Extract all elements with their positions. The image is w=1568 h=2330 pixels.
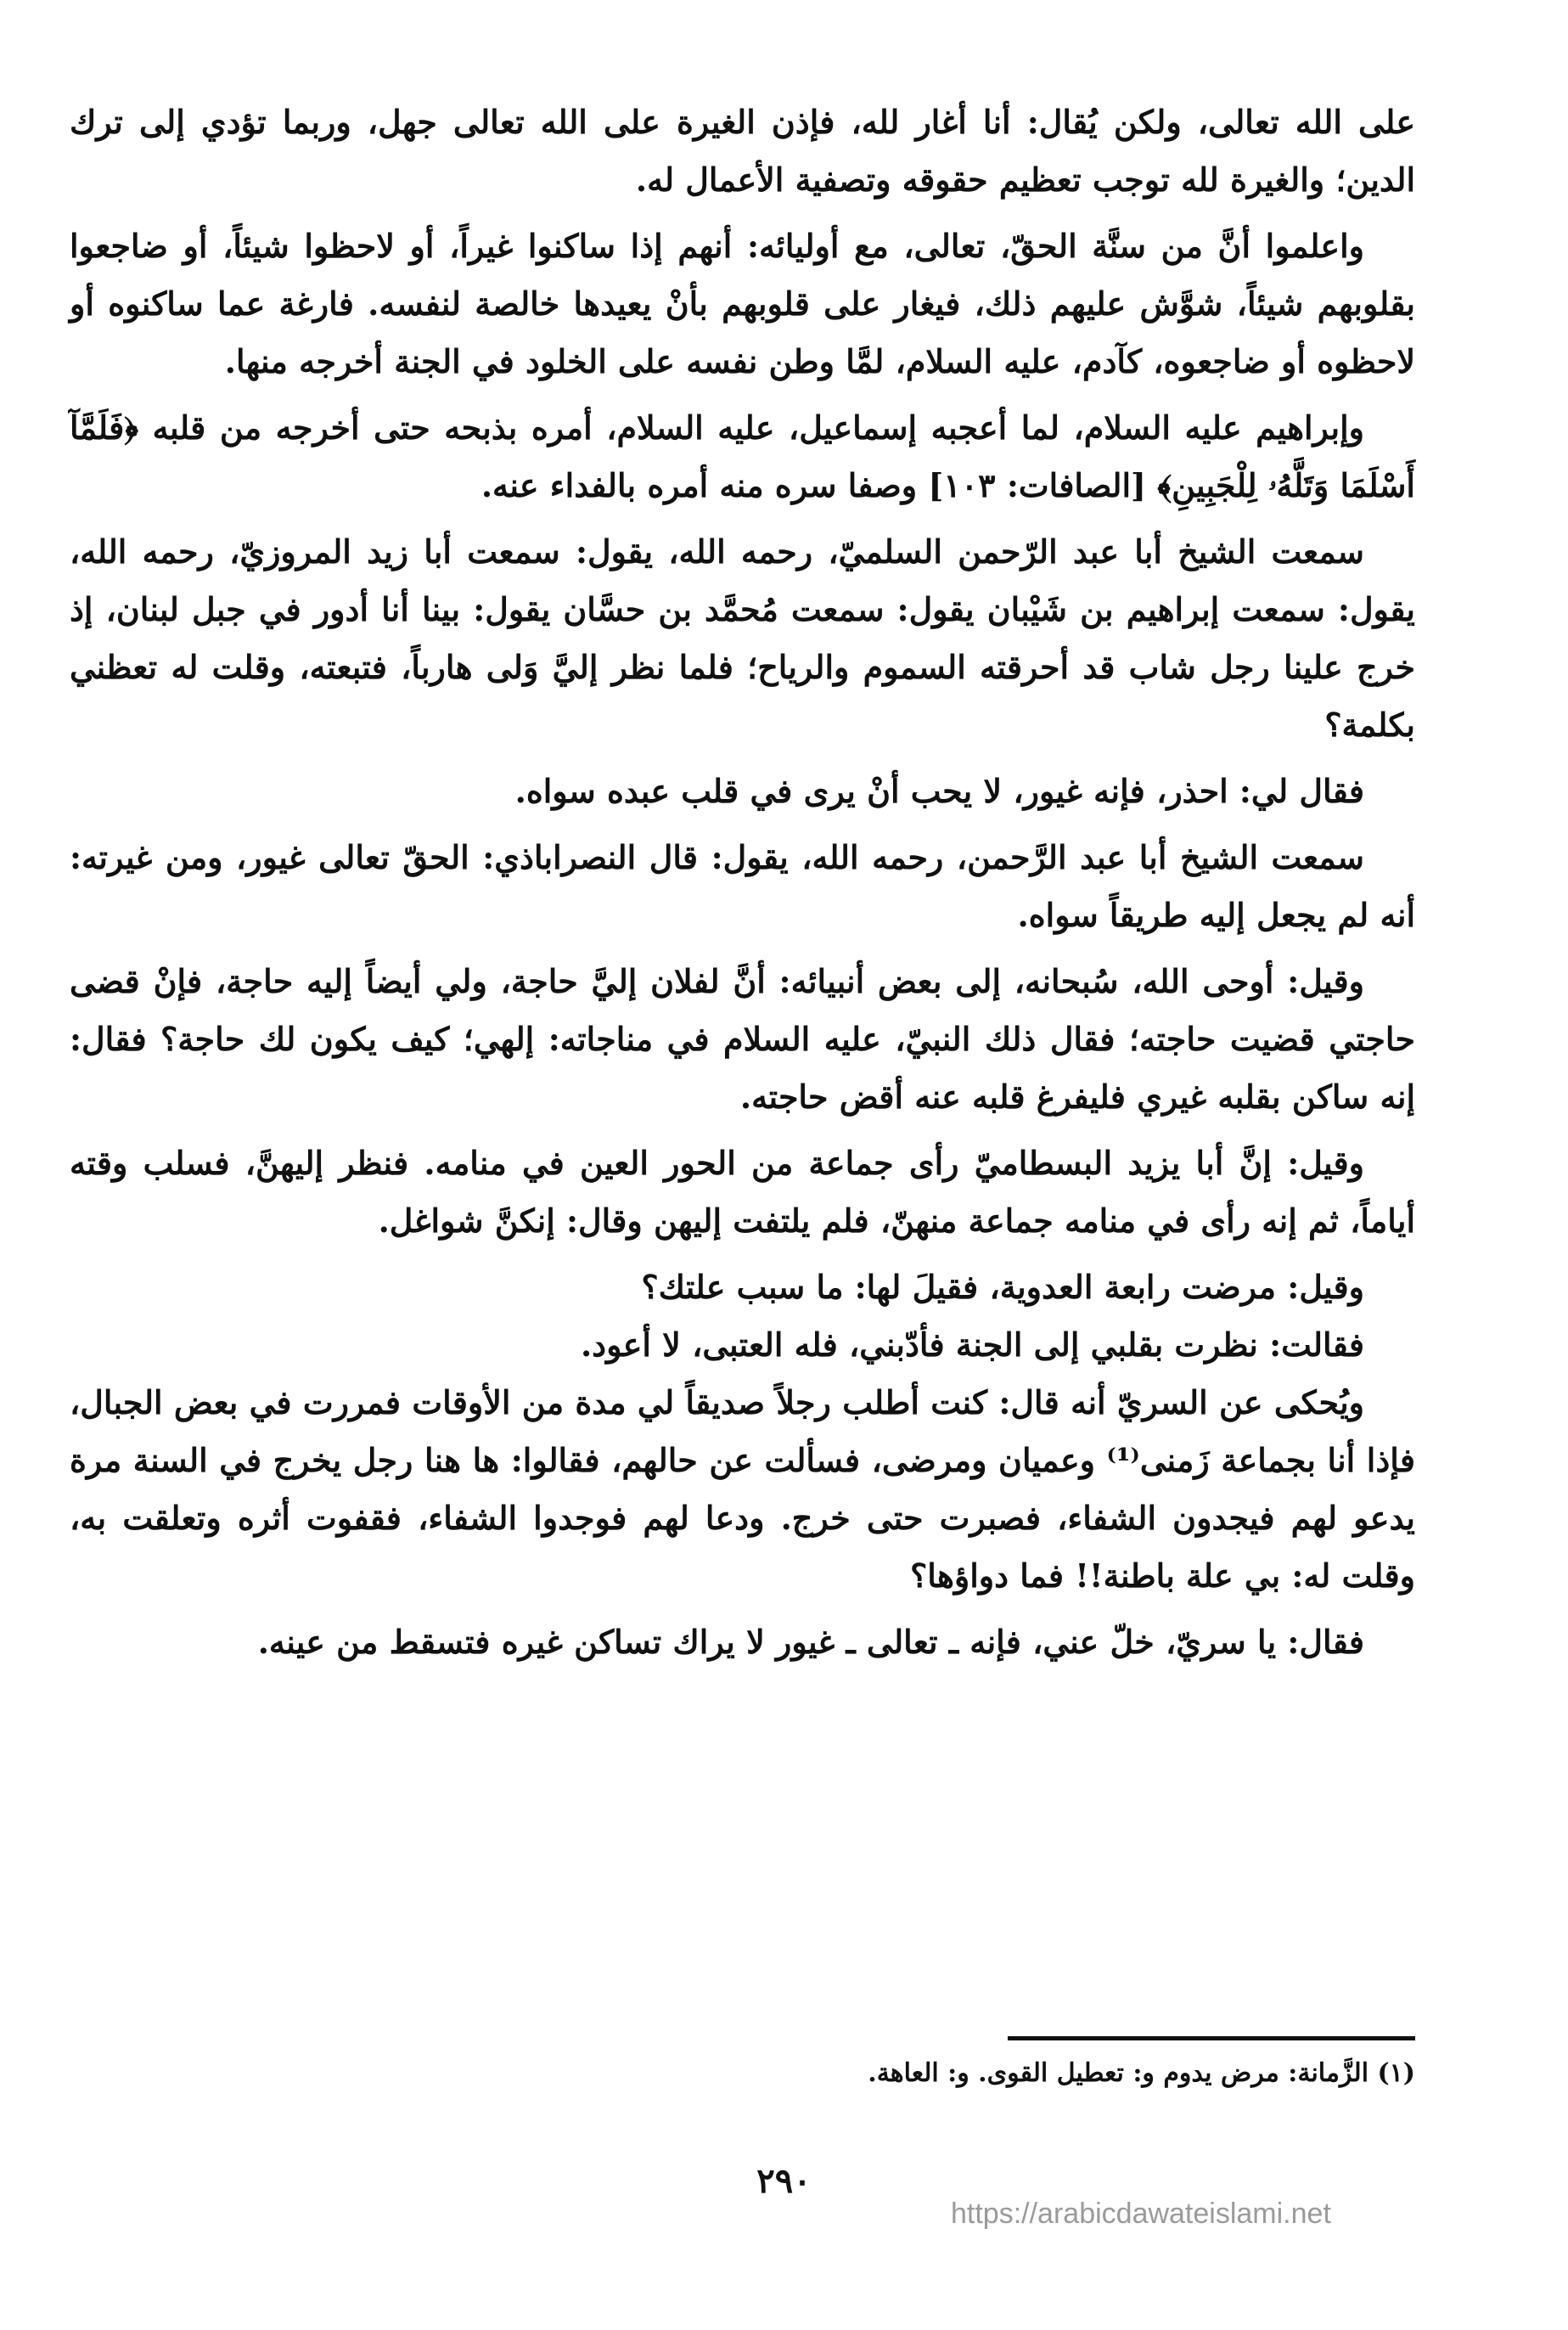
paragraph-1: على الله تعالى، ولكن يُقال: أنا أغار لله، فإذن الغيرة على الله تعالى جهل، وربما تؤدي إلى ترك الدين؛ والغيرة لله توجب تعظيم حقوقه وتصفية الأعمال له.	[70, 103, 1415, 199]
paragraph-10: فقالت: نظرت بقلبي إلى الجنة فأدّبني، فله العتبى، لا أعود.	[580, 1325, 1364, 1364]
main-text-block	[70, 93, 1415, 1680]
page-number: ٢٩٠	[756, 2161, 812, 2201]
footnote: (١) الزَّمانة: مرض يدوم و: تعطيل القوى. و: العاهة.	[868, 2058, 1415, 2088]
footnote-divider	[1008, 2036, 1415, 2040]
paragraph-3: وإبراهيم عليه السلام، لما أعجبه إسماعيل، عليه السلام، أمره بذبحه حتى أخرجه من قلبه ﴿فَلَمَّآ أَسْلَمَا وَتَلَّهُۥ لِلْجَبِينِ﴾ [الصافات: ١٠٣] وصفا سره منه أمره بالفداء عنه.	[70, 408, 1415, 504]
paragraph-5: فقال لي: احذر، فإنه غيور، لا يحب أنْ يرى في قلب عبده سواه.	[514, 772, 1364, 810]
paragraph-7: وقيل: أوحى الله، سُبحانه، إلى بعض أنبيائه: أنَّ لفلان إليَّ حاجة، ولي أيضاً إليه حاجة، فإنْ قضى حاجتي قضيت حاجته؛ فقال ذلك النبيّ، عليه السلام في مناجاته: إلهي؛ كيف يكون لك حاجة؟ فقال: إنه ساكن بقلبه غيري فليفرغ قلبه عنه أقض حاجته.	[70, 962, 1415, 1116]
paragraph-6: سمعت الشيخ أبا عبد الرَّحمن، رحمه الله، يقول: قال النصراباذي: الحقّ تعالى غيور، ومن غيرته: أنه لم يجعل إليه طريقاً سواه.	[70, 838, 1415, 934]
paragraph-2: واعلموا أنَّ من سنَّة الحقّ، تعالى، مع أوليائه: أنهم إذا ساكنوا غيراً، أو لاحظوا شيئاً، أو ضاجعوا بقلوبهم شيئاً، شوَّش عليهم ذلك، فيغار على قلوبهم بأنْ يعيدها خالصة لنفسه. فارغة عما ساكنوه أو لاحظوه أو ضاجعوه، كآدم، عليه السلام، لمَّا وطن نفسه على الخلود في الجنة أخرجه منها.	[70, 227, 1415, 380]
paragraph-8: وقيل: إنَّ أبا يزيد البسطاميّ رأى جماعة من الحور العين في منامه. فنظر إليهنَّ، فسلب وقته أياماً، ثم إنه رأى في منامه جماعة منهنّ، فلم يلتفت إليهن وقال: إنكنَّ شواغل.	[70, 1144, 1415, 1240]
paragraph-9: وقيل: مرضت رابعة العدوية، فقيلَ لها: ما سبب علتك؟	[641, 1268, 1364, 1306]
paragraph-12: فقال: يا سريّ، خلّ عني، فإنه ـ تعالى ـ غيور لا يراك تساكن غيره فتسقط من عينه.	[257, 1623, 1364, 1661]
paragraph-4: سمعت الشيخ أبا عبد الرّحمن السلميّ، رحمه الله، يقول: سمعت أبا زيد المروزيّ، رحمه الله، يقول: سمعت إبراهيم بن شَيْبان يقول: سمعت مُحمَّد بن حسَّان يقول: بينا أنا أدور في جبل لبنان، إذ خرج علينا رجل شاب قد أحرقته السموم والرياح؛ فلما نظر إليَّ وَلى هارباً، فتبعته، وقلت له تعظني بكلمة؟	[70, 532, 1415, 744]
paragraph-11: ويُحكى عن السريّ أنه قال: كنت أطلب رجلاً صديقاً لي مدة من الأوقات فمررت في بعض الجبال، فإذا أنا بجماعة زَمنى⁽¹⁾ وعميان ومرضى، فسألت عن حالهم، فقالوا: ها هنا رجل يخرج في السنة مرة يدعو لهم فيجدون الشفاء، فصبرت حتى خرج. ودعا لهم فوجدوا الشفاء، فقفوت أثره وتعلقت به، وقلت له: بي علة باطنة!! فما دواؤها؟	[70, 1383, 1415, 1595]
watermark-url: https://arabicdawateislami.net	[951, 2198, 1331, 2230]
